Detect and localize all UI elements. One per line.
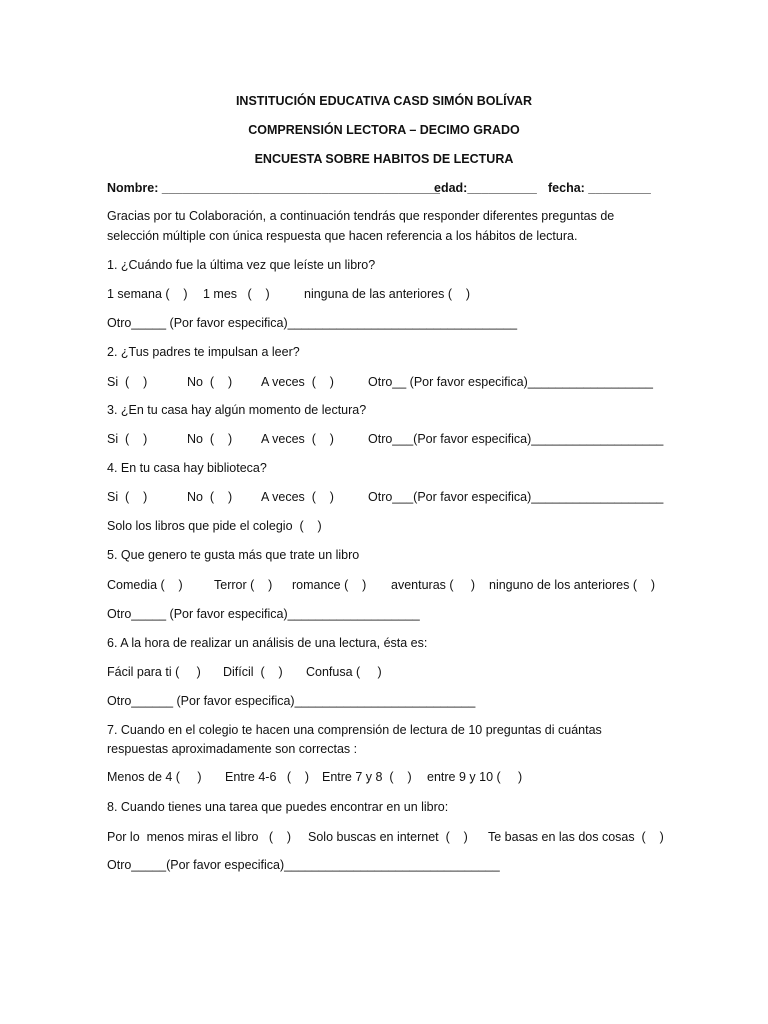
question-7-line-2: respuestas aproximadamente son correctas : <box>107 742 358 756</box>
q5-other-field[interactable]: Otro_____ (Por favor especifica)___________________ <box>107 607 420 621</box>
institution-heading: INSTITUCIÓN EDUCATIVA CASD SIMÓN BOLÍVAR <box>235 94 533 108</box>
q7-option-less-4[interactable]: Menos de 4 ( ) <box>107 770 202 784</box>
question-1: 1. ¿Cuándo fue la última vez que leíste un libro? <box>107 258 376 272</box>
q7-option-4-6[interactable]: Entre 4-6 ( ) <box>225 770 310 784</box>
intro-text-line-2: selección múltiple con única respuesta que hacen referencia a los hábitos de lectura. <box>107 229 578 243</box>
survey-title: ENCUESTA SOBRE HABITOS DE LECTURA <box>254 152 514 166</box>
q6-option-easy[interactable]: Fácil para ti ( ) <box>107 665 201 679</box>
q8-other-field[interactable]: Otro_____(Por favor especifica)_______________________________ <box>107 858 500 872</box>
q3-option-sometimes[interactable]: A veces ( ) <box>261 432 334 446</box>
q1-other-field[interactable]: Otro_____ (Por favor especifica)_________________________________ <box>107 316 518 330</box>
q2-other-field[interactable]: Otro__ (Por favor especifica)__________________ <box>368 375 653 389</box>
q5-option-adventure[interactable]: aventuras ( ) <box>391 578 476 592</box>
q2-option-no[interactable]: No ( ) <box>187 375 233 389</box>
question-5: 5. Que genero te gusta más que trate un libro <box>107 548 360 562</box>
q8-option-internet[interactable]: Solo buscas en internet ( ) <box>308 830 468 844</box>
q8-option-both[interactable]: Te basas en las dos cosas ( ) <box>488 830 664 844</box>
q5-option-none[interactable]: ninguno de los anteriores ( ) <box>489 578 656 592</box>
intro-text-line-1: Gracias por tu Colaboración, a continuación tendrás que responder diferentes preguntas de <box>107 209 615 223</box>
q1-option-week[interactable]: 1 semana ( ) <box>107 287 188 301</box>
q2-option-yes[interactable]: Si ( ) <box>107 375 148 389</box>
q4-option-sometimes[interactable]: A veces ( ) <box>261 490 334 504</box>
question-4: 4. En tu casa hay biblioteca? <box>107 461 267 475</box>
question-6: 6. A la hora de realizar un análisis de una lectura, ésta es: <box>107 636 428 650</box>
question-2: 2. ¿Tus padres te impulsan a leer? <box>107 345 300 359</box>
q6-option-difficult[interactable]: Difícil ( ) <box>223 665 283 679</box>
q2-option-sometimes[interactable]: A veces ( ) <box>261 375 334 389</box>
q4-option-yes[interactable]: Si ( ) <box>107 490 148 504</box>
q8-option-book[interactable]: Por lo menos miras el libro ( ) <box>107 830 292 844</box>
q3-option-yes[interactable]: Si ( ) <box>107 432 148 446</box>
q7-option-7-8[interactable]: Entre 7 y 8 ( ) <box>322 770 412 784</box>
age-field[interactable]: edad:__________ <box>434 181 537 195</box>
q3-other-field[interactable]: Otro___(Por favor especifica)___________________ <box>368 432 664 446</box>
q4-other-field[interactable]: Otro___(Por favor especifica)___________________ <box>368 490 664 504</box>
q6-other-field[interactable]: Otro______ (Por favor especifica)__________________________ <box>107 694 476 708</box>
question-3: 3. ¿En tu casa hay algún momento de lectura? <box>107 403 367 417</box>
question-7-line-1: 7. Cuando en el colegio te hacen una comprensión de lectura de 10 preguntas di cuántas <box>107 723 602 737</box>
q6-option-confusing[interactable]: Confusa ( ) <box>306 665 382 679</box>
subject-heading: COMPRENSIÓN LECTORA – DECIMO GRADO <box>248 123 520 137</box>
q3-option-no[interactable]: No ( ) <box>187 432 233 446</box>
q1-option-month[interactable]: 1 mes ( ) <box>203 287 270 301</box>
date-field[interactable]: fecha: _________ <box>548 181 651 195</box>
q4-option-school-books[interactable]: Solo los libros que pide el colegio ( ) <box>107 519 322 533</box>
q5-option-romance[interactable]: romance ( ) <box>292 578 367 592</box>
name-field[interactable]: Nombre: ________________________________________ <box>107 181 440 195</box>
q5-option-comedy[interactable]: Comedia ( ) <box>107 578 183 592</box>
q1-option-none[interactable]: ninguna de las anteriores ( ) <box>304 287 471 301</box>
q4-option-no[interactable]: No ( ) <box>187 490 233 504</box>
q7-option-9-10[interactable]: entre 9 y 10 ( ) <box>427 770 523 784</box>
q5-option-terror[interactable]: Terror ( ) <box>214 578 273 592</box>
question-8: 8. Cuando tienes una tarea que puedes encontrar en un libro: <box>107 800 449 814</box>
